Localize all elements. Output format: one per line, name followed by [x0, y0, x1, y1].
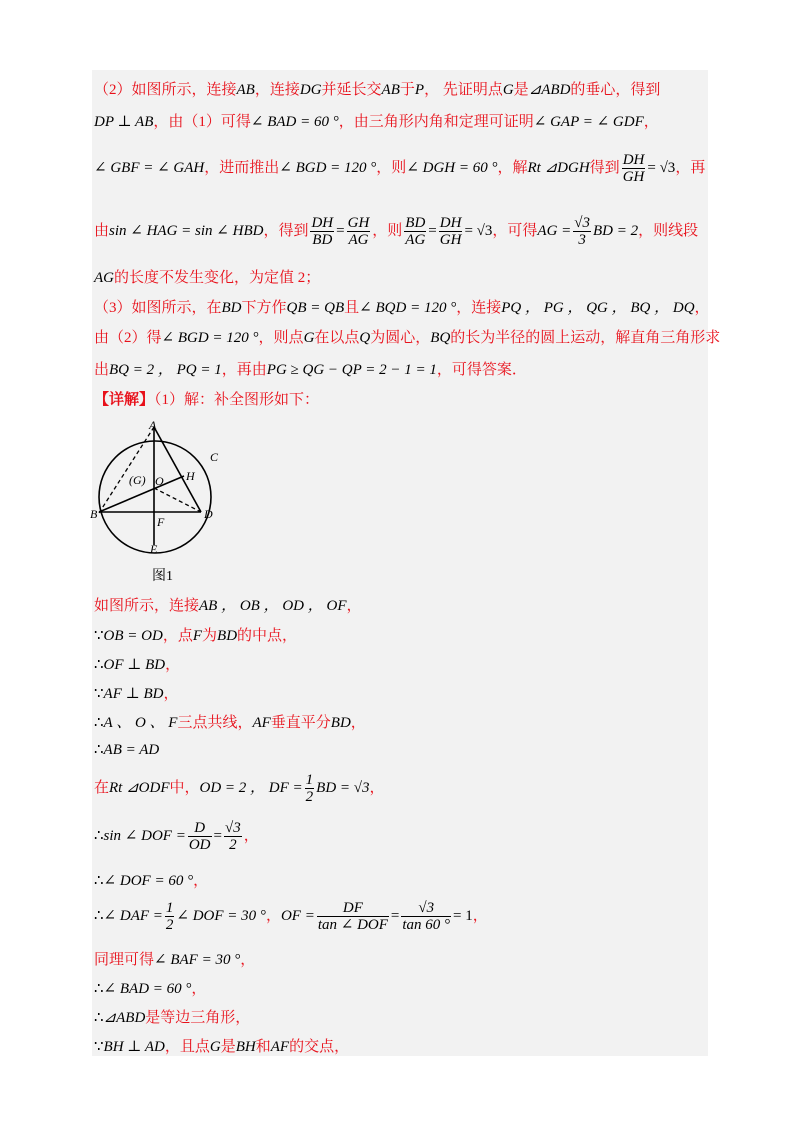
text: 的中点， [237, 628, 298, 644]
math: DG [299, 82, 322, 98]
label-B: B [90, 507, 98, 521]
label-C: C [210, 450, 219, 464]
solution-line-3: ∴OF ⊥ BD， [94, 657, 181, 673]
text: 且 [344, 300, 360, 316]
math: P [414, 82, 425, 98]
text: ，连接 [254, 82, 300, 98]
text: ，解 [497, 159, 528, 176]
math: OF = [280, 907, 315, 924]
section-tag: 【详解】 [94, 392, 155, 408]
text: 于 [399, 82, 415, 98]
label-F: F [157, 515, 165, 529]
math: BH ⊥ AD [103, 1039, 165, 1055]
text: 并延长交 [321, 82, 382, 98]
math: Q [359, 330, 371, 346]
math: OF ⊥ BD [103, 657, 166, 673]
math: BD [330, 715, 351, 731]
math: sin ∠ DOF = [103, 827, 186, 844]
math: sin ∠ HAG = sin ∠ HBD [109, 222, 264, 239]
analysis-line-5 [94, 266, 320, 287]
math: AF ⊥ BD [103, 686, 164, 702]
math: BD = √3 [316, 779, 370, 796]
text: ，再 [675, 159, 706, 176]
math: AF [252, 715, 271, 731]
math: BH [235, 1039, 256, 1055]
solution-line-6: ∴AB = AD [94, 742, 160, 758]
text: ， 先证明点 [424, 82, 503, 98]
math: ⊿ABD [103, 1010, 146, 1026]
math: ∠ BQD = 120 ° [359, 300, 457, 316]
text: 由 [94, 222, 110, 239]
label-H: H [186, 469, 195, 483]
math: G [209, 1039, 221, 1055]
solution-line-5: ∴A 、 O 、 F三点共线，AF垂直平分BD， [94, 715, 366, 731]
text: ，得到 [263, 222, 309, 239]
fraction: $\frac{DH}{GH}$ [439, 215, 462, 248]
math: AF [270, 1039, 290, 1055]
solution-line-9: ∴∠ DOF = 60 °， [94, 873, 209, 889]
text: ，可得答案． [436, 362, 527, 378]
text: 得到 [589, 159, 620, 176]
figure-caption: 图1 [152, 569, 173, 584]
fraction: $\frac{D}{OD}$ [188, 820, 211, 853]
text: 为圆心， [370, 330, 431, 346]
math: F [192, 628, 203, 644]
text: ， [643, 114, 659, 130]
text: 的长度不发生变化，为定值 2； [114, 270, 321, 286]
math: G [303, 330, 315, 346]
math: PQ ， PG ， QG ， BQ ， DQ [501, 300, 695, 316]
detail-heading [94, 388, 319, 409]
text: 的垂心，得到 [570, 82, 661, 98]
text: （2）如图所示，连接 [94, 82, 237, 98]
analysis-line-7 [94, 326, 720, 347]
solution-line-1 [94, 594, 362, 615]
solution-line-2 [94, 624, 297, 645]
text: 是 [513, 82, 529, 98]
solution-line-10: ∴∠ DAF = $\frac{1}{2}$ ∠ DOF = 30 °，OF = $\frac{DF}{\text{tan ∠ DOF}}$ = $\frac{√3}{\tan 60 ^\circ}$ = 1， [94, 900, 488, 933]
math: AB = AD [103, 742, 160, 758]
fraction: $\frac{√3}{2}$ [224, 820, 241, 853]
text: ，则点 [258, 330, 304, 346]
math: BQ = 2 ， PQ = 1 [109, 362, 222, 378]
label-E: E [150, 542, 158, 556]
analysis-line-6 [94, 296, 710, 317]
geometry-figure [88, 415, 228, 585]
solution-line-7: 在Rt ⊿ODF中，OD = 2 ， DF = $\frac{1}{2}$ BD = √3， [94, 772, 385, 805]
math: ∠ GBF = ∠ GAH [94, 159, 205, 176]
text: ，由三角形内角和定理可证明 [338, 114, 534, 130]
math: BD [221, 300, 242, 316]
fraction: $\frac{√3}{\tan 60 ^\circ}$ [402, 900, 451, 933]
text: ，进而推出 [204, 159, 280, 176]
fraction: $\frac{DH}{BD}$ [311, 215, 334, 248]
text: ，则 [372, 222, 403, 239]
analysis-line-3 [94, 152, 705, 185]
math: DP ⊥ AB [94, 114, 154, 130]
math: ∠ DOF = 60 ° [103, 873, 194, 889]
text: 由（2）得 [94, 330, 162, 346]
math: AB [236, 82, 255, 98]
analysis-line-8 [94, 358, 527, 379]
label-G: (G) [129, 473, 146, 487]
text: ，可得 [492, 222, 538, 239]
math: A 、 O 、 F [103, 715, 178, 731]
text: （1）解：补全图形如下： [154, 392, 320, 408]
math: G [502, 82, 514, 98]
fraction: $\frac{BD}{AG}$ [405, 215, 426, 248]
analysis-line-1 [94, 78, 660, 99]
analysis-line-4: 由sin ∠ HAG = sin ∠ HBD，得到 $\frac{DH}{BD}$ = $\frac{GH}{AG}$ ，则 $\frac{BD}{AG}$ = $\frac{DH}{GH}$ = √3，可得AG = $\frac{√3}{3}$ BD = 2，则线段 [94, 215, 699, 248]
math: AB ， OB ， OD ， OF [199, 598, 347, 614]
solution-line-13: ∴⊿ABD是等边三角形， [94, 1010, 251, 1026]
label-O: O [155, 474, 164, 488]
math: = √3 [647, 159, 676, 176]
math: ∠ GAP = ∠ GDF [533, 114, 644, 130]
fraction: $\frac{GH}{AG}$ [347, 215, 370, 248]
math: AG [94, 270, 114, 286]
solution-line-8: ∴sin ∠ DOF = $\frac{D}{OD}$ = $\frac{√3}{2}$ ， [94, 820, 259, 853]
fraction: $\frac{DF}{\text{tan ∠ DOF}}$ [317, 900, 388, 933]
math: QB = QB [286, 300, 345, 316]
math: ∠ BAD = 60 ° [250, 114, 339, 130]
label-D: D [204, 507, 213, 521]
math: OD = 2 ， DF = [199, 779, 303, 796]
fraction: $\frac{1}{2}$ [165, 900, 174, 933]
fraction: $\frac{1}{2}$ [305, 772, 314, 805]
label-A: A [149, 418, 157, 432]
math: ⊿ABD [528, 82, 571, 98]
text: 的长为半径的圆上运动，解直角三角形求 [450, 330, 721, 346]
math: = √3 [464, 222, 493, 239]
math: ∠ DOF = 30 ° [176, 907, 266, 924]
text: 在以点 [314, 330, 360, 346]
solution-line-4: ∵AF ⊥ BD， [94, 686, 179, 702]
fraction: $\frac{√3}{3}$ [574, 215, 591, 248]
text: 如图所示，连接 [94, 598, 200, 614]
math: ∠ DGH = 60 ° [406, 159, 498, 176]
text: ，由（1）可得 [153, 114, 251, 130]
math: Rt ⊿DGH [527, 159, 590, 176]
text: ， [694, 300, 710, 316]
symbol: ∵ [94, 628, 104, 644]
math: OB = OD [103, 628, 163, 644]
solution-line-12: ∴∠ BAD = 60 °， [94, 981, 207, 997]
math: BD = 2 [593, 222, 639, 239]
text: 出 [94, 362, 110, 378]
math: ∠ BGD = 120 ° [279, 159, 377, 176]
math: BD [217, 628, 238, 644]
math: AB [381, 82, 400, 98]
text: 下方作 [241, 300, 287, 316]
text: ，则线段 [638, 222, 699, 239]
solution-line-11: 同理可得∠ BAF = 30 °， [94, 952, 256, 968]
math: BQ [430, 330, 451, 346]
math: PG ≥ QG − QP = 2 − 1 = 1 [266, 362, 437, 378]
analysis-line-2 [94, 110, 659, 131]
circle [99, 441, 211, 553]
text: ，则 [376, 159, 407, 176]
math: ∠ DAF = [103, 907, 163, 924]
text: （3）如图所示，在 [94, 300, 222, 316]
math: ∠ BGD = 120 ° [161, 330, 259, 346]
text: ，再由 [221, 362, 267, 378]
text: 为 [202, 628, 218, 644]
text: ，连接 [456, 300, 502, 316]
math: ∠ BAD = 60 ° [103, 981, 192, 997]
solution-line-14: ∵BH ⊥ AD，且点G是BH和AF的交点， [94, 1039, 350, 1055]
fraction: $\frac{DH}{GH}$ [622, 152, 645, 185]
text: ，点 [162, 628, 193, 644]
math: Rt ⊿ODF [109, 779, 170, 796]
text: ， [346, 598, 362, 614]
math: ∠ BAF = 30 ° [154, 952, 241, 968]
math: AG = [537, 222, 572, 239]
